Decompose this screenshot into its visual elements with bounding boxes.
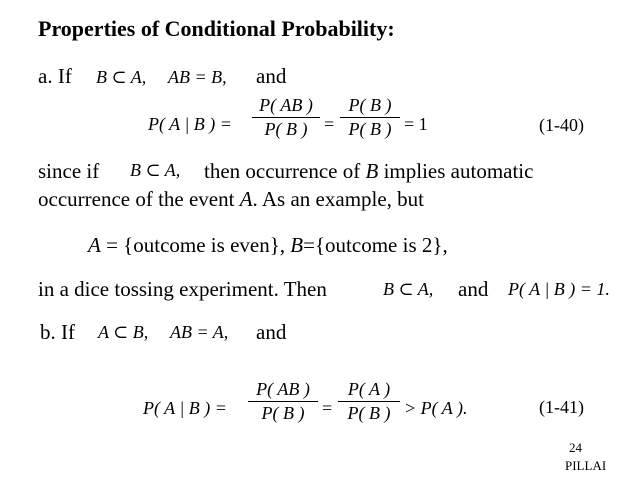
- example-b-var: B: [290, 233, 304, 257]
- fraction-bar: [340, 117, 400, 118]
- eq-1-41-rhs: > P( A ).: [404, 398, 468, 418]
- part-a-condition-product: AB = B,: [168, 67, 227, 87]
- eq-1-40-equals: =: [324, 114, 335, 134]
- eq-1-41-lhs: P( A | B ) =: [143, 398, 227, 418]
- part-a-and: and: [256, 64, 287, 88]
- eq-1-40-number: (1-40): [539, 115, 584, 135]
- slide-title: Properties of Conditional Probability:: [38, 16, 395, 41]
- dice-line-text: in a dice tossing experiment. Then: [38, 277, 327, 301]
- eq-1-40-lhs: P( A | B ) =: [148, 114, 232, 134]
- eq-1-41-frac2-numerator: P( A ): [347, 379, 391, 399]
- eq-1-41-fraction-2: [338, 379, 400, 424]
- eq-1-41-fraction-1: [248, 379, 318, 424]
- occurrence-post: . As an example, but: [252, 187, 425, 211]
- eq-1-40-frac1-numerator: P( AB ): [259, 95, 313, 115]
- since-if-text: since if: [38, 159, 100, 183]
- since-condition: B ⊂ A,: [130, 160, 181, 180]
- eq-1-41-frac1-denominator: P( B ): [261, 403, 305, 423]
- eq-1-40-frac2-denominator: P( B ): [348, 119, 392, 139]
- occurrence-line: [38, 187, 424, 212]
- example-a-var: A: [88, 233, 101, 257]
- occurrence-pre: occurrence of the event: [38, 187, 240, 211]
- eq-1-41-frac1-numerator: P( AB ): [256, 379, 310, 399]
- part-a-lead: a. If: [38, 64, 72, 88]
- part-a-condition-subset: B ⊂ A,: [96, 67, 147, 87]
- part-b-condition-product: AB = A,: [170, 322, 229, 342]
- eq-1-40-rhs: = 1: [404, 114, 428, 134]
- fraction-bar: [338, 401, 400, 402]
- example-b-def: ={outcome is 2},: [303, 233, 448, 257]
- since-then-text: [204, 159, 533, 184]
- occurrence-var: A: [239, 187, 253, 211]
- author-footer: PILLAI: [565, 458, 607, 473]
- eq-1-40-fraction-1: [252, 95, 320, 140]
- since-then-pre: then occurrence of: [204, 159, 366, 183]
- since-then-post: implies automatic: [378, 159, 534, 183]
- eq-1-40-frac1-denominator: P( B ): [264, 119, 308, 139]
- eq-1-41-frac2-denominator: P( B ): [347, 403, 391, 423]
- example-a-def: = {outcome is even},: [100, 233, 286, 257]
- eq-1-41-equals: =: [322, 398, 333, 418]
- example-sets: [88, 233, 448, 258]
- part-b-lead: b. If: [40, 320, 75, 344]
- since-then-var: B: [365, 159, 379, 183]
- eq-1-40-fraction-2: [340, 95, 400, 140]
- dice-condition: B ⊂ A,: [383, 279, 434, 299]
- part-b-and: and: [256, 320, 287, 344]
- fraction-bar: [252, 117, 320, 118]
- fraction-bar: [248, 401, 318, 402]
- dice-and: and: [458, 277, 489, 301]
- eq-1-41-number: (1-41): [539, 397, 584, 417]
- dice-result: P( A | B ) = 1.: [508, 279, 610, 299]
- eq-1-40-frac2-numerator: P( B ): [348, 95, 392, 115]
- part-b-condition-subset: A ⊂ B,: [98, 322, 149, 342]
- page-number: 24: [569, 440, 582, 455]
